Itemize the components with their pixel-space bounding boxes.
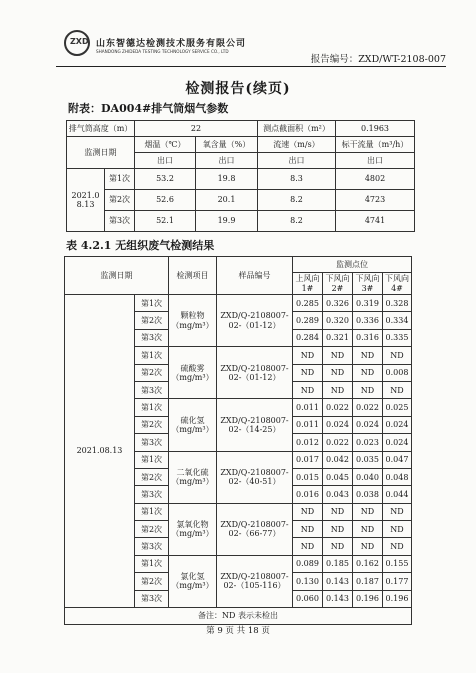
points-header: 监测点位 (293, 257, 412, 273)
flow-cell: 4802 (336, 169, 415, 190)
run-label: 第2次 (135, 468, 169, 485)
result-cell: ND (293, 538, 323, 555)
run-label: 第1次 (105, 169, 135, 190)
outlet-label: 出口 (135, 153, 196, 169)
run-label: 第3次 (135, 590, 169, 607)
result-cell: 0.048 (383, 468, 412, 485)
test-item: 硫化氢（mg/m³） (169, 399, 217, 451)
outlet-label: 出口 (258, 153, 336, 169)
result-cell: 0.143 (323, 590, 353, 607)
result-cell: ND (353, 381, 383, 398)
monitoring-date: 2021.08.13 (67, 169, 105, 232)
o2-cell: 19.9 (196, 211, 258, 232)
result-cell: 0.316 (353, 329, 383, 346)
header-divider (56, 66, 446, 67)
run-label: 第2次 (135, 364, 169, 381)
result-cell: 0.185 (323, 555, 353, 572)
result-cell: ND (383, 521, 412, 538)
result-cell: 0.336 (353, 312, 383, 329)
result-cell: ND (293, 381, 323, 398)
result-cell: ND (353, 364, 383, 381)
o2-cell: 19.8 (196, 169, 258, 190)
table2-caption: 表 4.2.1 无组织废气检测结果 (66, 239, 215, 252)
result-cell: 0.060 (293, 590, 323, 607)
result-cell: ND (383, 538, 412, 555)
outlet-label: 出口 (336, 153, 415, 169)
run-label: 第3次 (105, 211, 135, 232)
section-area-label: 测点截面积（m²） (258, 121, 336, 137)
result-cell: 0.143 (323, 573, 353, 590)
result-cell: 0.038 (353, 486, 383, 503)
o2-cell: 20.1 (196, 190, 258, 211)
result-cell: ND (293, 503, 323, 520)
result-cell: 0.045 (323, 468, 353, 485)
temp-cell: 52.6 (135, 190, 196, 211)
run-label: 第1次 (135, 451, 169, 468)
page-header (56, 22, 446, 66)
run-label: 第2次 (135, 521, 169, 538)
result-cell: 0.023 (353, 434, 383, 451)
result-cell: 0.044 (383, 486, 412, 503)
run-label: 第1次 (135, 295, 169, 312)
result-cell: 0.008 (383, 364, 412, 381)
result-cell: 0.035 (353, 451, 383, 468)
result-cell: 0.024 (323, 416, 353, 433)
sample-number: ZXD/Q-2108007-02-（40-51） (217, 451, 293, 503)
run-label: 第2次 (135, 312, 169, 329)
result-cell: 0.162 (353, 555, 383, 572)
run-label: 第2次 (135, 573, 169, 590)
result-cell: ND (323, 503, 353, 520)
result-cell: ND (293, 364, 323, 381)
result-cell: 0.022 (323, 434, 353, 451)
run-label: 第3次 (135, 434, 169, 451)
result-cell: 0.015 (293, 468, 323, 485)
sample-number: ZXD/Q-2108007-02-（01-12） (217, 295, 293, 347)
col-header-flow: 标干流量（m³/h） (336, 137, 415, 153)
temp-cell: 53.2 (135, 169, 196, 190)
sample-number: ZXD/Q-2108007-02-（14-25） (217, 399, 293, 451)
result-cell: ND (353, 347, 383, 364)
fugitive-gas-results-table (64, 256, 412, 625)
result-cell: ND (323, 381, 353, 398)
result-cell: ND (323, 364, 353, 381)
result-cell: ND (323, 521, 353, 538)
stack-height-value: 22 (135, 121, 258, 137)
logo-text: ZXD (70, 37, 89, 46)
table-note: 备注：ND 表示未检出 (65, 608, 412, 625)
result-cell: ND (323, 347, 353, 364)
monitoring-date: 2021.08.13 (65, 295, 135, 608)
date-header: 监测日期 (67, 137, 135, 169)
company-name-en: SHANDONG ZHIDEDA TESTING TECHNOLOGY SERVICE CO., LTD (96, 49, 229, 54)
result-cell: 0.196 (353, 590, 383, 607)
table-row (65, 295, 412, 312)
run-label: 第1次 (135, 555, 169, 572)
run-label: 第3次 (135, 486, 169, 503)
result-cell: 0.335 (383, 329, 412, 346)
result-cell: ND (383, 347, 412, 364)
test-item: 二氧化硫（mg/m³） (169, 451, 217, 503)
result-cell: 0.328 (383, 295, 412, 312)
col-header-velocity: 流速（m/s） (258, 137, 336, 153)
stack-height-label: 排气筒高度（m） (67, 121, 135, 137)
result-cell: 0.016 (293, 486, 323, 503)
point-header-2: 下风向2# (323, 273, 353, 295)
result-cell: 0.289 (293, 312, 323, 329)
result-cell: 0.320 (323, 312, 353, 329)
point-header-1: 上风向1# (293, 273, 323, 295)
sample-header: 样品编号 (217, 257, 293, 295)
result-cell: 0.196 (383, 590, 412, 607)
result-cell: 0.047 (383, 451, 412, 468)
result-cell: ND (383, 503, 412, 520)
run-label: 第3次 (135, 381, 169, 398)
run-label: 第2次 (105, 190, 135, 211)
sample-number: ZXD/Q-2108007-02-（105-116） (217, 555, 293, 607)
result-cell: 0.177 (383, 573, 412, 590)
result-cell: 0.130 (293, 573, 323, 590)
date-header: 监测日期 (65, 257, 169, 295)
result-cell: 0.011 (293, 399, 323, 416)
appendix-title: 附表：DA004#排气筒烟气参数 (68, 102, 229, 115)
result-cell: ND (323, 538, 353, 555)
result-cell: 0.025 (383, 399, 412, 416)
velocity-cell: 8.2 (258, 190, 336, 211)
velocity-cell: 8.3 (258, 169, 336, 190)
test-item: 氯氧化物（mg/m³） (169, 503, 217, 555)
table-row (67, 169, 415, 190)
result-cell: 0.011 (293, 416, 323, 433)
test-item: 氯化氢（mg/m³） (169, 555, 217, 607)
run-label: 第3次 (135, 329, 169, 346)
point-header-4: 下风向4# (383, 273, 412, 295)
result-cell: 0.285 (293, 295, 323, 312)
col-header-temp: 烟温（℃） (135, 137, 196, 153)
item-header: 检测项目 (169, 257, 217, 295)
result-cell: ND (353, 503, 383, 520)
result-cell: ND (383, 381, 412, 398)
result-cell: 0.042 (323, 451, 353, 468)
sample-number: ZXD/Q-2108007-02-（66-77） (217, 503, 293, 555)
flow-cell: 4723 (336, 190, 415, 211)
result-cell: 0.024 (383, 434, 412, 451)
result-cell: 0.022 (323, 399, 353, 416)
col-header-o2: 氧含量（%） (196, 137, 258, 153)
section-area-value: 0.1963 (336, 121, 415, 137)
point-header-3: 下风向3# (353, 273, 383, 295)
velocity-cell: 8.2 (258, 211, 336, 232)
result-cell: 0.155 (383, 555, 412, 572)
run-label: 第2次 (135, 416, 169, 433)
result-cell: 0.321 (323, 329, 353, 346)
flow-cell: 4741 (336, 211, 415, 232)
result-cell: ND (293, 347, 323, 364)
result-cell: 0.012 (293, 434, 323, 451)
sample-number: ZXD/Q-2108007-02-（01-12） (217, 347, 293, 399)
result-cell: ND (353, 521, 383, 538)
test-item: 颗粒物（mg/m³） (169, 295, 217, 347)
result-cell: 0.024 (353, 416, 383, 433)
result-cell: 0.022 (353, 399, 383, 416)
page-number: 第 9 页 共 18 页 (206, 626, 270, 636)
result-cell: 0.284 (293, 329, 323, 346)
result-cell: 0.043 (323, 486, 353, 503)
result-cell: ND (293, 521, 323, 538)
run-label: 第1次 (135, 399, 169, 416)
result-cell: 0.089 (293, 555, 323, 572)
report-number: 报告编号：ZXD/WT-2108-007 (310, 54, 446, 65)
result-cell: ND (353, 538, 383, 555)
test-item: 硫酸雾（mg/m³） (169, 347, 217, 399)
result-cell: 0.334 (383, 312, 412, 329)
result-cell: 0.040 (353, 468, 383, 485)
result-cell: 0.187 (353, 573, 383, 590)
outlet-label: 出口 (196, 153, 258, 169)
table-row (67, 190, 415, 211)
page-title: 检测报告(续页) (185, 81, 291, 97)
run-label: 第1次 (135, 347, 169, 364)
result-cell: 0.326 (323, 295, 353, 312)
result-cell: 0.024 (383, 416, 412, 433)
result-cell: 0.017 (293, 451, 323, 468)
run-label: 第1次 (135, 503, 169, 520)
company-name-cn: 山东智德达检测技术服务有限公司 (96, 39, 247, 49)
result-cell: 0.319 (353, 295, 383, 312)
note-row (65, 608, 412, 625)
flue-gas-params-table (66, 120, 415, 232)
run-label: 第3次 (135, 538, 169, 555)
table-row (67, 211, 415, 232)
temp-cell: 52.1 (135, 211, 196, 232)
